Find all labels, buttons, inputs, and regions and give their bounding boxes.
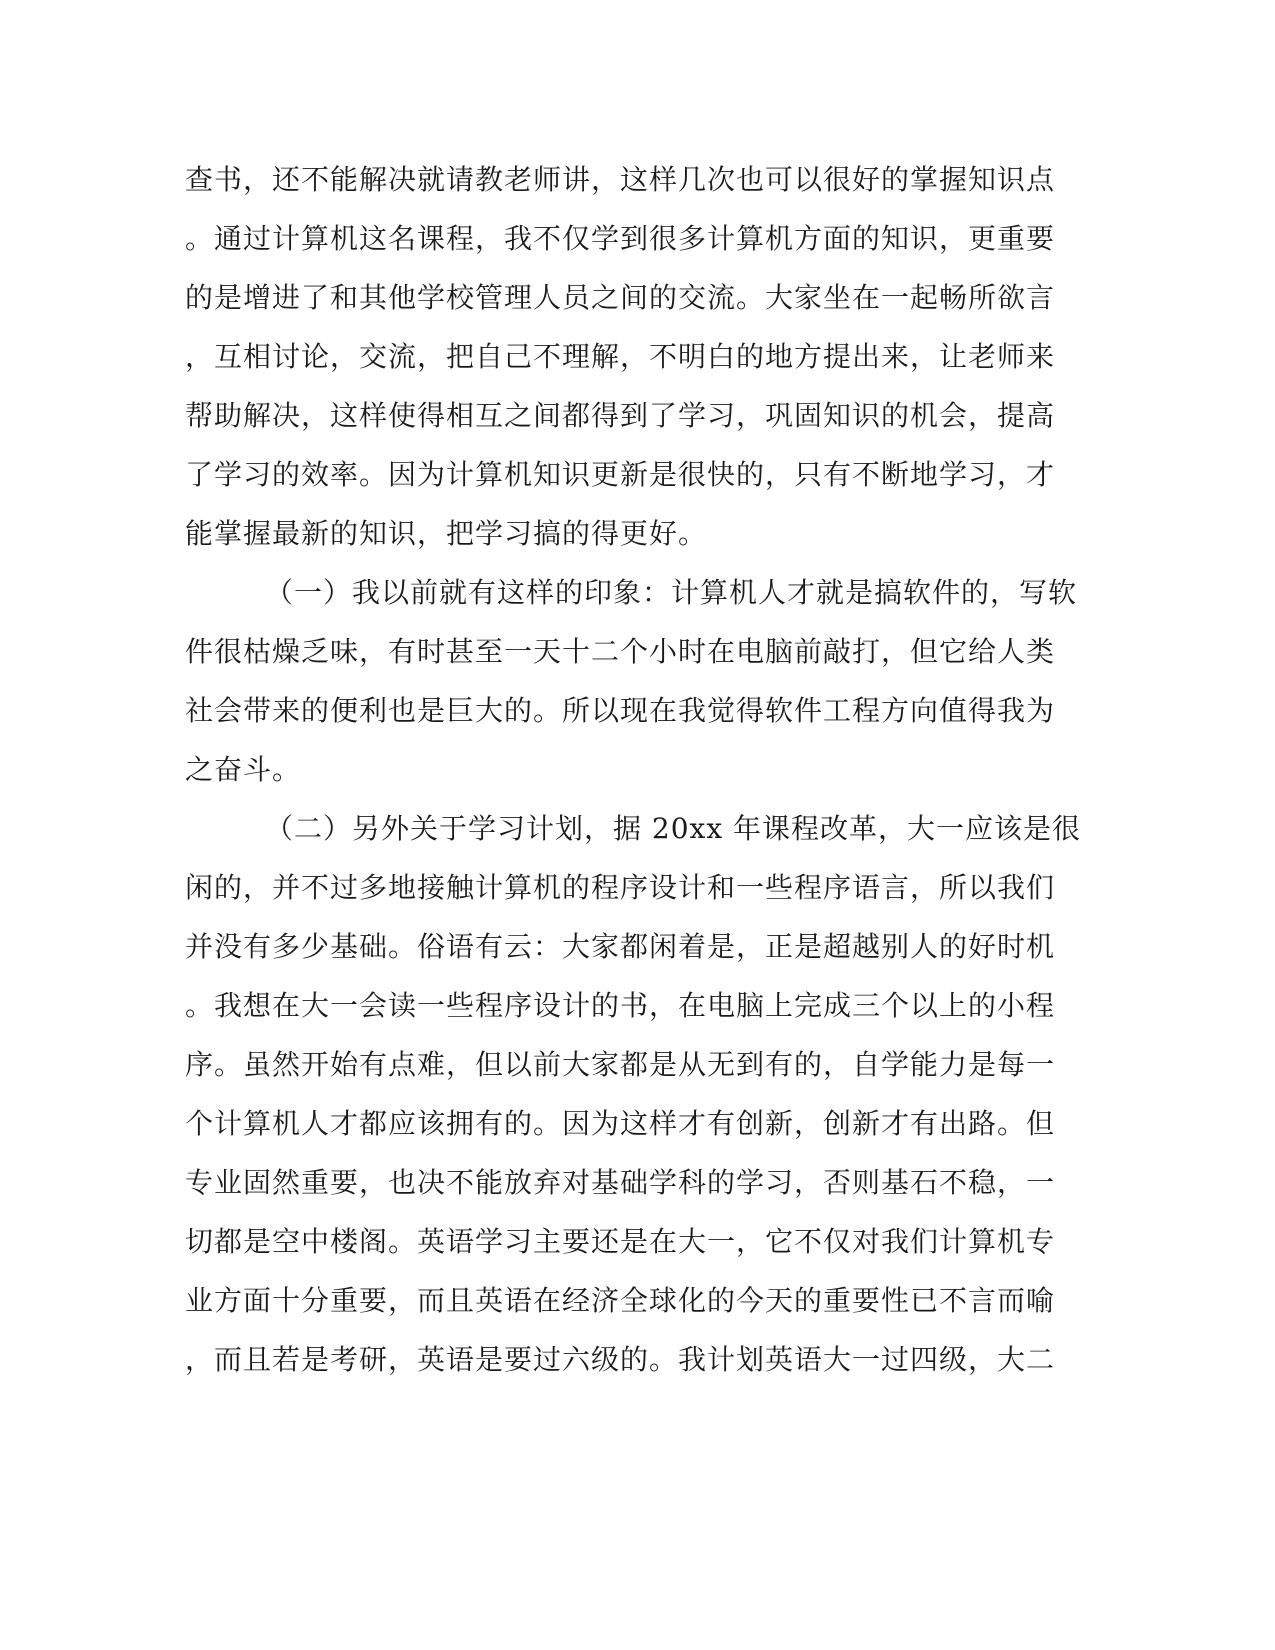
paragraph-3-line-2: 闲的，并不过多地接触计算机的程序设计和一些程序语言，所以我们 xyxy=(185,871,1056,904)
paragraph-1-line-2: 。通过计算机这名课程，我不仅学到很多计算机方面的知识，更重要 xyxy=(185,222,1056,255)
paragraph-2-line-1: （一）我以前就有这样的印象：计算机人才就是搞软件的，写软 xyxy=(265,576,1078,609)
paragraph-1-line-6: 了学习的效率。因为计算机知识更新是很快的，只有不断地学习，才 xyxy=(185,458,1056,491)
paragraph-3-line-1: （二）另外关于学习计划，据 20xx 年课程改革，大一应该是很 xyxy=(265,812,1082,845)
paragraph-3-line-9: 业方面十分重要，而且英语在经济全球化的今天的重要性已不言而喻 xyxy=(185,1284,1056,1317)
paragraph-1-line-3: 的是增进了和其他学校管理人员之间的交流。大家坐在一起畅所欲言 xyxy=(185,281,1056,314)
paragraph-3-line-8: 切都是空中楼阁。英语学习主要还是在大一，它不仅对我们计算机专 xyxy=(185,1225,1056,1258)
paragraph-3-line-7: 专业固然重要，也决不能放弃对基础学科的学习，否则基石不稳，一 xyxy=(185,1166,1056,1199)
paragraph-3-line-10: ，而且若是考研，英语是要过六级的。我计划英语大一过四级，大二 xyxy=(185,1343,1056,1376)
paragraph-3-line-6: 个计算机人才都应该拥有的。因为这样才有创新，创新才有出路。但 xyxy=(185,1107,1056,1140)
paragraph-3-line-5: 序。虽然开始有点难，但以前大家都是从无到有的，自学能力是每一 xyxy=(185,1048,1056,1081)
paragraph-2-line-2: 件很枯燥乏味，有时甚至一天十二个小时在电脑前敲打，但它给人类 xyxy=(185,635,1056,668)
paragraph-1-line-4: ，互相讨论，交流，把自己不理解，不明白的地方提出来，让老师来 xyxy=(185,340,1056,373)
paragraph-2-line-3: 社会带来的便利也是巨大的。所以现在我觉得软件工程方向值得我为 xyxy=(185,694,1056,727)
paragraph-1-line-1: 查书，还不能解决就请教老师讲，这样几次也可以很好的掌握知识点 xyxy=(185,163,1056,196)
paragraph-3-line-4: 。我想在大一会读一些程序设计的书，在电脑上完成三个以上的小程 xyxy=(185,989,1056,1022)
paragraph-3-line-3: 并没有多少基础。俗语有云：大家都闲着是，正是超越别人的好时机 xyxy=(185,930,1056,963)
paragraph-1-line-7: 能掌握最新的知识，把学习搞的得更好。 xyxy=(185,517,708,550)
paragraph-2-line-4: 之奋斗。 xyxy=(185,753,302,786)
paragraph-1-line-5: 帮助解决，这样使得相互之间都得到了学习，巩固知识的机会，提高 xyxy=(185,399,1056,432)
